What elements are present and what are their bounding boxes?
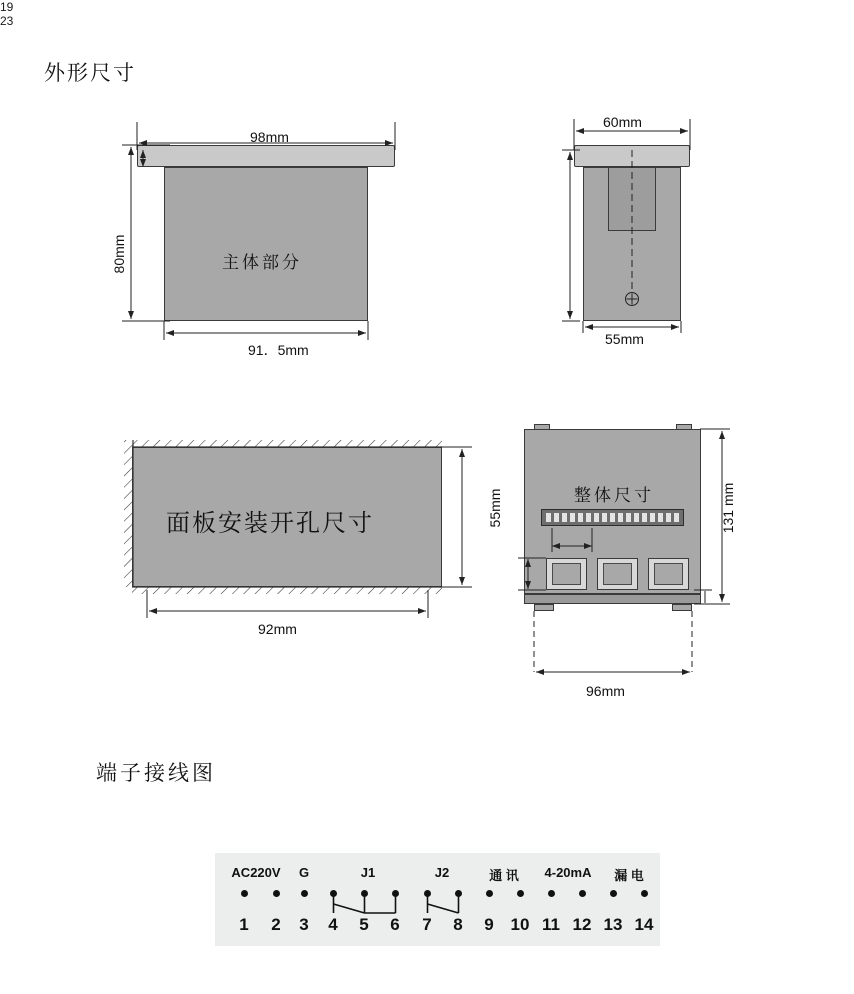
page-title-terminal: 端子接线图 <box>96 762 216 785</box>
terminal-group-label-comm: 通 讯 <box>489 868 519 883</box>
terminal-group-label-4-20ma: 4-20mA <box>544 865 592 880</box>
terminal-number-5: 5 <box>359 915 369 934</box>
terminal-wiring-diagram <box>215 853 660 946</box>
connector-pins <box>546 513 679 522</box>
side-inner-block <box>608 167 656 231</box>
panel-cutout-height-label: 55mm <box>487 488 503 528</box>
overall-connector-strip <box>541 509 684 526</box>
terminal-number-12: 12 <box>572 915 592 934</box>
terminal-number-11: 11 <box>542 915 560 934</box>
terminal-number-8: 8 <box>453 915 463 934</box>
overall-top-tab-right <box>676 424 692 430</box>
terminal-group-label-j2: J2 <box>434 865 450 880</box>
page-title-outline: 外形尺寸 <box>44 62 136 85</box>
overall-bottom-foot-right <box>672 604 692 611</box>
terminal-group-label-leakage: 漏 电 <box>614 868 644 883</box>
front-width-bottom-label: 91．5mm <box>248 342 309 358</box>
overall-width-label: 96mm <box>586 683 625 699</box>
terminal-group-label-ac220v: AC220V <box>231 865 281 880</box>
terminal-number-3: 3 <box>299 915 309 934</box>
overall-height-label: 131 mm <box>720 482 736 534</box>
overall-top-tab-left <box>534 424 550 430</box>
terminal-number-14: 14 <box>634 915 654 934</box>
terminal-number-10: 10 <box>510 915 530 934</box>
terminal-number-13: 13 <box>603 915 623 934</box>
overall-inner-height-label: 23 <box>0 14 14 28</box>
terminal-group-label-g: G <box>298 865 310 880</box>
overall-window-2 <box>597 558 638 590</box>
terminal-number-9: 9 <box>484 915 494 934</box>
terminal-number-1: 1 <box>239 915 249 934</box>
front-body-label: 主体部分 <box>222 253 302 272</box>
front-height-label: 80mm <box>111 234 127 274</box>
panel-cutout-label: 面板安装开孔尺寸 <box>166 510 374 537</box>
side-width-bottom-label: 55mm <box>605 331 644 347</box>
front-body <box>164 167 368 321</box>
side-bezel <box>574 145 690 167</box>
overall-bottom-rail <box>524 594 701 604</box>
overall-window-3 <box>648 558 689 590</box>
overall-window-1 <box>546 558 587 590</box>
front-width-top-label: 98mm <box>250 129 289 145</box>
terminal-number-4: 4 <box>328 915 338 934</box>
overall-bottom-foot-left <box>534 604 554 611</box>
terminal-group-label-j1: J1 <box>360 865 376 880</box>
overall-inner-width-label: 19 <box>0 0 14 14</box>
terminal-number-6: 6 <box>390 915 400 934</box>
side-width-top-label: 60mm <box>603 114 642 130</box>
terminal-number-2: 2 <box>271 915 281 934</box>
front-bezel <box>137 145 395 167</box>
terminal-number-7: 7 <box>422 915 432 934</box>
panel-cutout-width-label: 92mm <box>258 621 297 637</box>
overall-label: 整体尺寸 <box>574 486 654 505</box>
